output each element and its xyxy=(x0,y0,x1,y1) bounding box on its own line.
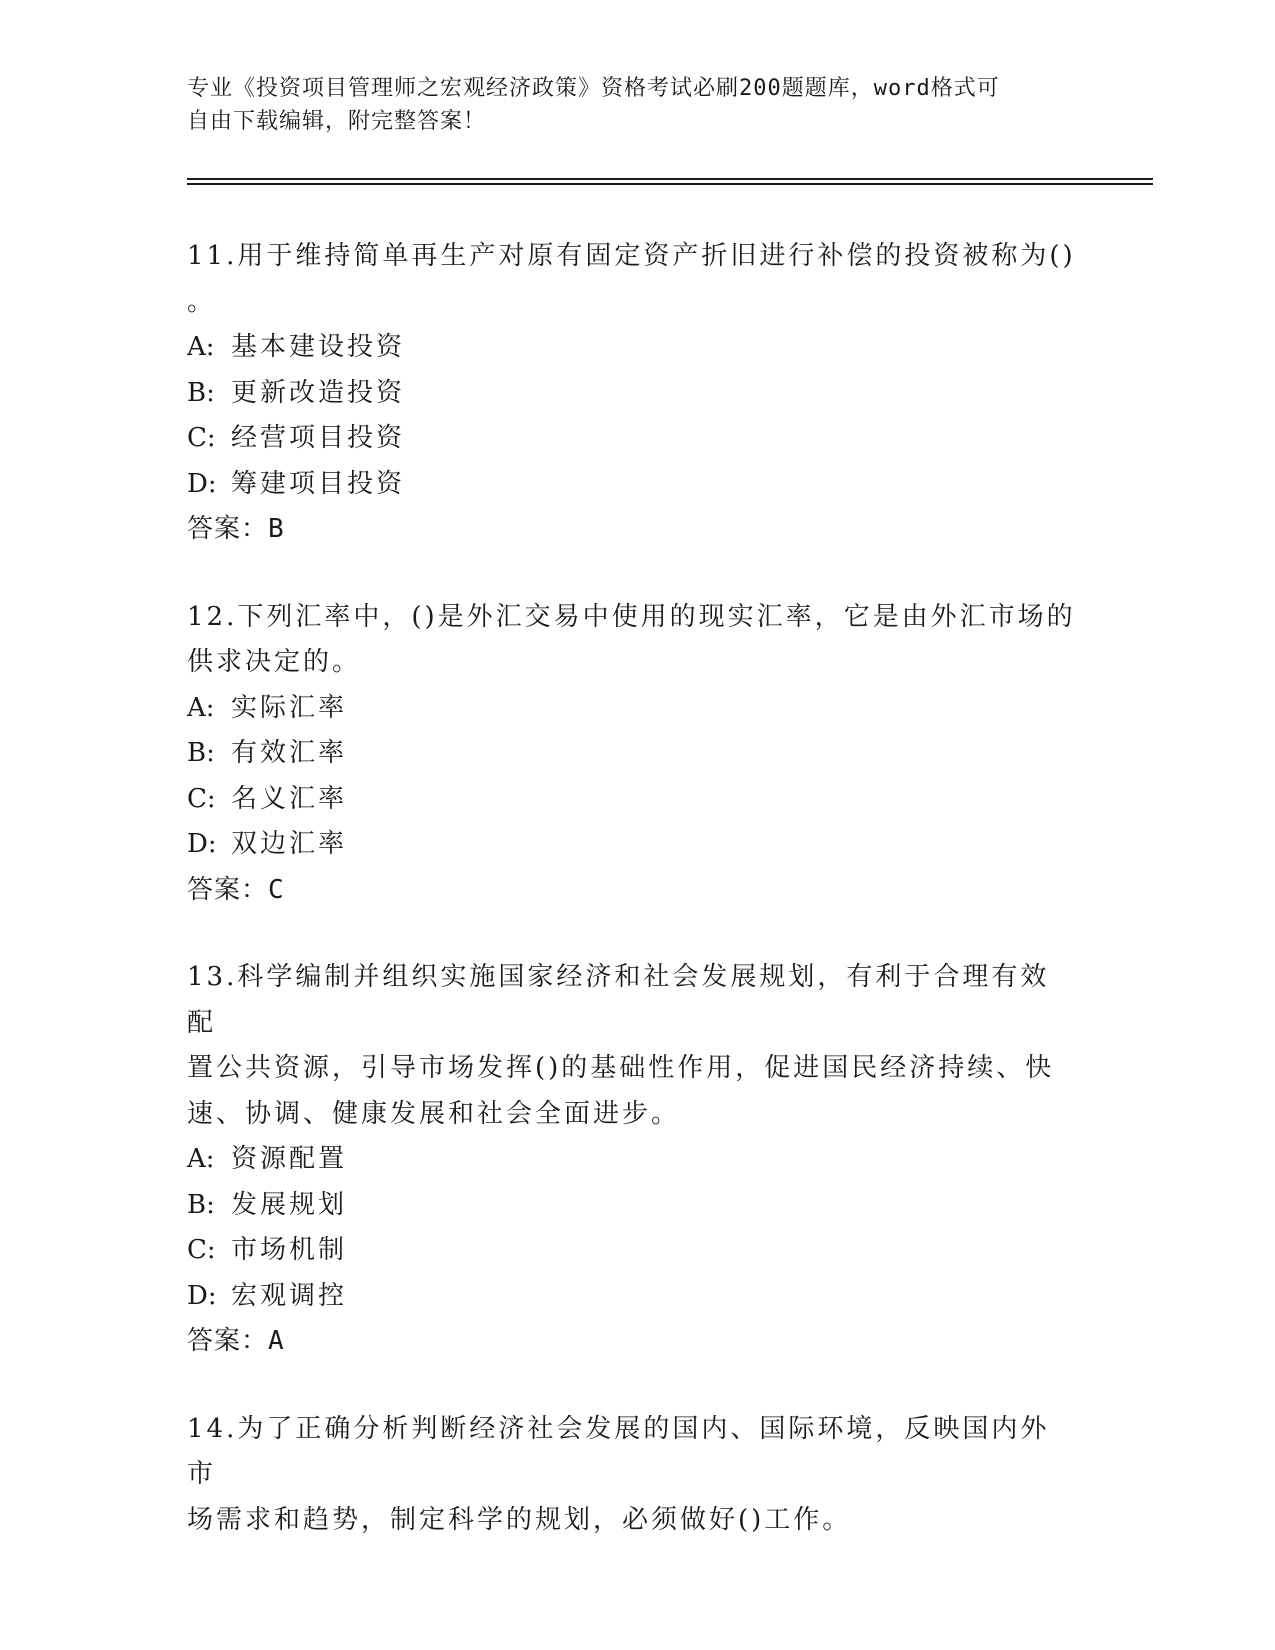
document-header xyxy=(187,72,1087,138)
question-14 xyxy=(187,1407,1077,1544)
header-line-1: 专业《投资项目管理师之宏观经济政策》资格考试必刷200题题库，word格式可 xyxy=(187,76,1000,101)
stem-line: 。 xyxy=(187,286,217,317)
question-stem xyxy=(187,595,1077,686)
answer-line xyxy=(187,507,1077,553)
stem-line: 11.用于维持简单再生产对原有固定资产折旧进行补偿的投资被称为() xyxy=(187,241,1076,271)
option-d xyxy=(187,462,1077,508)
option-letter: D: xyxy=(187,1280,217,1311)
option-c xyxy=(187,777,1077,823)
option-text: 双边汇率 xyxy=(231,829,348,859)
option-a xyxy=(187,325,1077,371)
option-text: 资源配置 xyxy=(231,1144,348,1174)
option-letter: C: xyxy=(187,783,216,814)
option-letter: A: xyxy=(187,1144,215,1174)
option-text: 基本建设投资 xyxy=(231,332,406,362)
answer-value: C xyxy=(268,874,285,905)
option-letter: D: xyxy=(187,468,217,499)
option-text: 有效汇率 xyxy=(231,738,348,768)
question-stem xyxy=(187,955,1077,1137)
option-letter: B: xyxy=(187,738,215,768)
stem-line: 13.科学编制并组织实施国家经济和社会发展规划，有利于合理有效配 xyxy=(187,962,1050,1038)
option-letter: A: xyxy=(187,332,215,362)
option-a xyxy=(187,686,1077,732)
question-list xyxy=(187,234,1077,1585)
header-divider-bottom xyxy=(187,183,1153,185)
answer-line xyxy=(187,1319,1077,1365)
option-d xyxy=(187,1274,1077,1320)
option-text: 宏观调控 xyxy=(231,1280,348,1311)
stem-line: 12.下列汇率中，()是外汇交易中使用的现实汇率，它是由外汇市场的 xyxy=(187,601,1076,632)
stem-line: 速、协调、健康发展和社会全面进步。 xyxy=(187,1098,681,1129)
option-letter: C: xyxy=(187,1235,216,1265)
question-11 xyxy=(187,234,1077,553)
header-line-2: 自由下载编辑，附完整答案！ xyxy=(187,109,487,134)
option-b xyxy=(187,371,1077,417)
option-text: 经营项目投资 xyxy=(231,423,406,453)
question-13 xyxy=(187,955,1077,1365)
option-text: 实际汇率 xyxy=(231,692,348,723)
option-letter: B: xyxy=(187,1189,215,1220)
option-letter: B: xyxy=(187,377,215,408)
stem-line: 14.为了正确分析判断经济社会发展的国内、国际环境，反映国内外市 xyxy=(187,1413,1050,1489)
answer-label: 答案： xyxy=(187,514,269,544)
answer-line xyxy=(187,868,1077,914)
option-b xyxy=(187,731,1077,777)
option-a xyxy=(187,1137,1077,1183)
option-c xyxy=(187,1228,1077,1274)
question-stem xyxy=(187,234,1077,325)
option-letter: C: xyxy=(187,423,216,453)
stem-line: 场需求和趋势，制定科学的规划，必须做好()工作。 xyxy=(187,1504,852,1535)
answer-label: 答案： xyxy=(187,1326,269,1356)
option-b xyxy=(187,1183,1077,1229)
option-text: 筹建项目投资 xyxy=(231,468,406,499)
option-text: 市场机制 xyxy=(231,1235,348,1265)
answer-value: B xyxy=(268,514,285,544)
option-text: 更新改造投资 xyxy=(231,377,406,408)
option-c xyxy=(187,416,1077,462)
option-letter: D: xyxy=(187,829,217,859)
header-divider-top xyxy=(187,178,1153,180)
stem-line: 供求决定的。 xyxy=(187,647,362,677)
option-d xyxy=(187,822,1077,868)
answer-value: A xyxy=(268,1326,285,1356)
option-text: 名义汇率 xyxy=(231,783,348,814)
question-12 xyxy=(187,595,1077,914)
question-stem xyxy=(187,1407,1077,1544)
answer-label: 答案： xyxy=(187,874,269,905)
stem-line: 置公共资源，引导市场发挥()的基础性作用，促进国民经济持续、快 xyxy=(187,1053,1055,1083)
option-text: 发展规划 xyxy=(231,1189,348,1220)
option-letter: A: xyxy=(187,692,215,723)
